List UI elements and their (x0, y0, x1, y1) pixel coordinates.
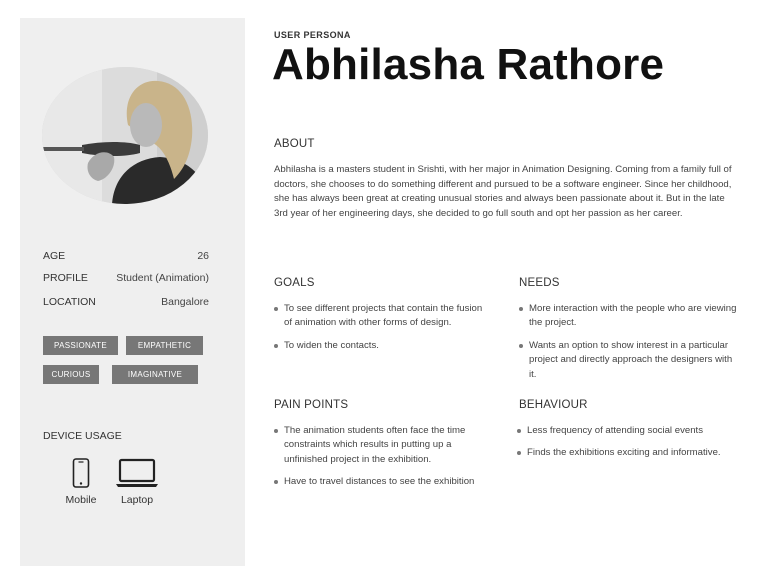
goals-title: GOALS (274, 277, 315, 289)
behaviour-item: Less frequency of attending social events (517, 424, 739, 438)
needs-title: NEEDS (519, 277, 560, 289)
age-value: 26 (197, 250, 209, 262)
pain-points-title: PAIN POINTS (274, 399, 349, 411)
about-text: Abhilasha is a masters student in Srishti, with her major in Animation Designing. Coming from a family full of doctors, she chooses to do something different and pursued to be a software engineer. Since her childhood, she has always been great at creating unusual stories and always been passionate about it. But in the late 3rd year of her engineering days, she decided to go full south and opt her passion as her career. (274, 164, 732, 219)
tag-curious: CURIOUS (43, 365, 99, 384)
age-label: AGE (43, 250, 66, 262)
pain-points-item: Have to travel distances to see the exhibition (274, 475, 488, 489)
device-mobile (59, 458, 103, 506)
needs-list (519, 302, 741, 390)
tag-empathetic: EMPATHETIC (126, 336, 203, 355)
pain-points-item: The animation students often face the time constraints which results in putting up a unfinished project in the exhibition. (274, 424, 488, 467)
device-laptop (114, 458, 160, 506)
tag-passionate: PASSIONATE (43, 336, 118, 355)
location-label: LOCATION (43, 296, 96, 308)
behaviour-title: BEHAVIOUR (519, 399, 588, 411)
about-title: ABOUT (274, 138, 315, 150)
device-laptop-label: Laptop (120, 494, 154, 506)
location-value: Bangalore (161, 296, 209, 308)
tag-imaginative: IMAGINATIVE (112, 365, 198, 384)
fact-profile (43, 272, 209, 284)
profile-label: PROFILE (43, 272, 88, 284)
profile-sidebar (20, 18, 245, 566)
fact-location (43, 296, 209, 308)
mobile-phone-icon (72, 458, 90, 488)
goals-item: To widen the contacts. (274, 339, 484, 353)
goals-list (274, 302, 484, 361)
avatar (42, 67, 208, 204)
device-usage-title: DEVICE USAGE (43, 430, 122, 442)
needs-item: Wants an option to show interest in a particular project and directly approach the designers with it. (519, 339, 741, 382)
profile-value: Student (Animation) (116, 272, 209, 284)
fact-age (43, 250, 209, 262)
needs-item: More interaction with the people who are viewing the project. (519, 302, 741, 331)
behaviour-list (517, 424, 739, 469)
laptop-icon (115, 458, 159, 488)
persona-name: Abhilasha Rathore (272, 40, 665, 89)
device-mobile-label: Mobile (65, 494, 97, 506)
persona-kicker: USER PERSONA (274, 30, 351, 40)
behaviour-item: Finds the exhibitions exciting and informative. (517, 446, 739, 460)
avatar-photo (42, 67, 208, 204)
pain-points-list (274, 424, 488, 498)
goals-item: To see different projects that contain the fusion of animation with other forms of design. (274, 302, 484, 331)
